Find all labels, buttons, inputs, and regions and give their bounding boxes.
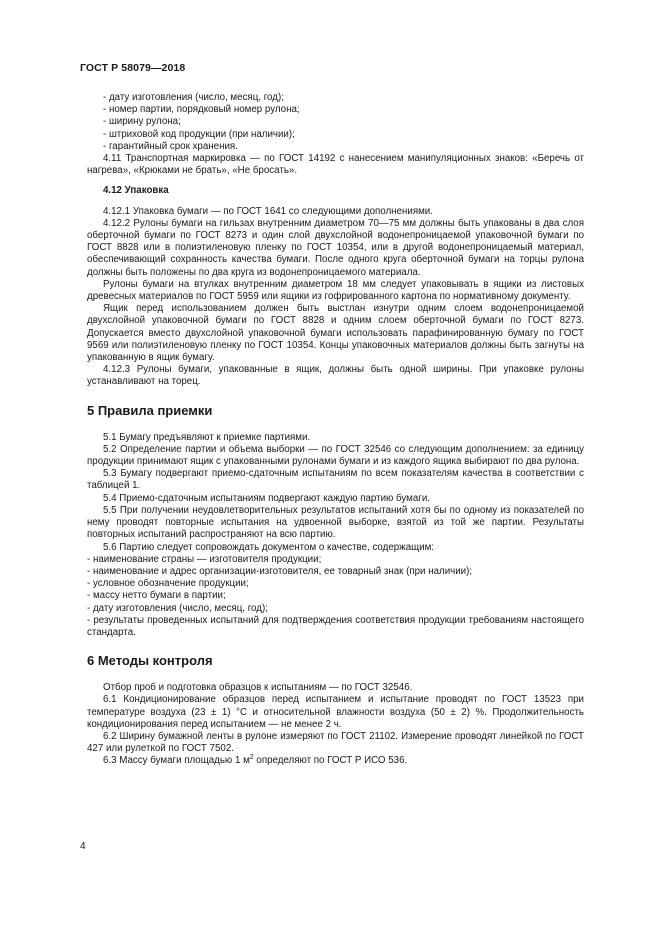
list-item: - наименование и адрес организации-изготовителя, ее товарный знак (при наличии); [87, 565, 473, 577]
clause-5-5: 5.5 При получении неудовлетворительных результатов испытаний хотя бы по одному из показателей по нему проводят повторные испытания на удвоенной выборке, взятой из той же партии. Результаты повторных испытаний распространяют на всю партию. [87, 504, 584, 541]
page-number: 4 [80, 841, 86, 852]
section-5-title: 5 Правила приемки [87, 402, 213, 418]
section-6-title: 6 Методы контроля [87, 653, 213, 669]
list-item: - массу нетто бумаги в партии; [87, 590, 226, 602]
quality-document-list [87, 554, 584, 639]
clause-6-3 [87, 755, 584, 767]
list-item: - ширину рулона; [103, 116, 181, 128]
document-header: ГОСТ Р 58079—2018 [80, 62, 186, 74]
clause-6-3-text-end: определяют по ГОСТ Р ИСО 536. [253, 755, 408, 767]
clause-5-1: 5.1 Бумагу предъявляют к приемке партиями. [103, 431, 311, 443]
clause-6-2: 6.2 Ширину бумажной ленты в рулоне измеряют по ГОСТ 21102. Измерение проводят линейкой по ГОСТ 427 или рулеткой по ГОСТ 7502. [87, 730, 584, 755]
clause-5-6: 5.6 Партию следует сопровождать документом о качестве, содержащим: [103, 541, 435, 553]
clause-4-12-2: 4.12.2 Рулоны бумаги на гильзах внутренним диаметром 70—75 мм должны быть упакованы в два слоя оберточной бумаги по ГОСТ 8273 и один слой двухслойной водонепроницаемой упаковочной бумаги по ГОСТ 8828 или в полиэтиленовую пленку по ГОСТ 10354, или в другой водонепроницаемый материал, обеспечивающий сохранность качества бумаги. После одного круга оберточной бумаги на торцы рулона должны быть положены по два круга из водонепроницаемого материала. [87, 217, 584, 278]
clause-4-12-1: 4.12.1 Упаковка бумаги — по ГОСТ 1641 со следующими дополнениями. [103, 205, 433, 217]
list-item: - дату изготовления (число, месяц, год); [87, 602, 268, 614]
clause-4-11: 4.11 Транспортная маркировка — по ГОСТ 14192 с нанесением манипуляционных знаков: «Беречь от нагрева», «Крюками не брать», «Не бросать». [87, 153, 584, 177]
paragraph-box-lining: Ящик перед использованием должен быть выстлан изнутри одним слоем водонепроницаемой двухслойной упаковочной бумаги по ГОСТ 8828 и одним слоем оберточной бумаги по ГОСТ 8273. Допускается вместо двухслойной упаковочной бумаги использовать парафинированную бумагу по ГОСТ 9569 или полиэтиленовую пленку по ГОСТ 10354. Концы упаковочных материалов должны быть загнуты на упакованную в ящик бумагу. [87, 303, 584, 364]
clause-6-3-text: 6.3 Массу бумаги площадью 1 м [103, 755, 250, 767]
page-content [87, 92, 584, 768]
clause-5-4: 5.4 Приемо-сдаточным испытаниям подвергают каждую партию бумаги. [103, 492, 431, 504]
clause-4-12-heading: 4.12 Упаковка [103, 185, 169, 197]
clause-5-3: 5.3 Бумагу подвергают приемо-сдаточным испытаниям по всем показателям качества в соответствии с таблицей 1. [87, 468, 584, 492]
list-item: - штриховой код продукции (при наличии); [103, 128, 295, 140]
list-item: - гарантийный срок хранения. [103, 140, 238, 152]
clause-5-2: 5.2 Определение партии и объема выборки — по ГОСТ 32546 со следующим дополнением: за единицу продукции принимают ящик с упакованными рулонами бумаги и из каждого ящика выбирают по два рулона. [87, 443, 584, 468]
superscript: 2 [249, 754, 254, 762]
paragraph-rolls-18mm: Рулоны бумаги на втулках внутренним диаметром 18 мм следует упаковывать в ящики из листовых древесных материалов по ГОСТ 5959 или ящики из гофрированного картона по нормативному документу. [87, 278, 584, 303]
clause-4-12-3: 4.12.3 Рулоны бумаги, упакованные в ящик, должны быть одной ширины. При упаковке рулоны устанавливают на торец. [87, 364, 584, 388]
clause-6-1: 6.1 Кондиционирование образцов перед испытанием и испытание проводят по ГОСТ 13523 при температуре воздуха (23 ± 1) °С и относительной влажности воздуха (50 ± 2) %. Продолжительность кондиционирования перед испытанием — не менее 2 ч. [87, 694, 584, 730]
list-item: - дату изготовления (число, месяц, год); [103, 92, 284, 103]
list-item: - номер партии, порядковый номер рулона; [103, 104, 300, 116]
list-item: - результаты проведенных испытаний для подтверждения соответствия продукции требованиям настоящего стандарта. [87, 614, 584, 638]
marking-list [87, 92, 584, 153]
list-item: - наименование страны — изготовителя продукции; [87, 553, 322, 565]
list-item: - условное обозначение продукции; [87, 578, 249, 590]
paragraph-sampling: Отбор проб и подготовка образцов к испытаниям — по ГОСТ 32546. [103, 682, 413, 694]
